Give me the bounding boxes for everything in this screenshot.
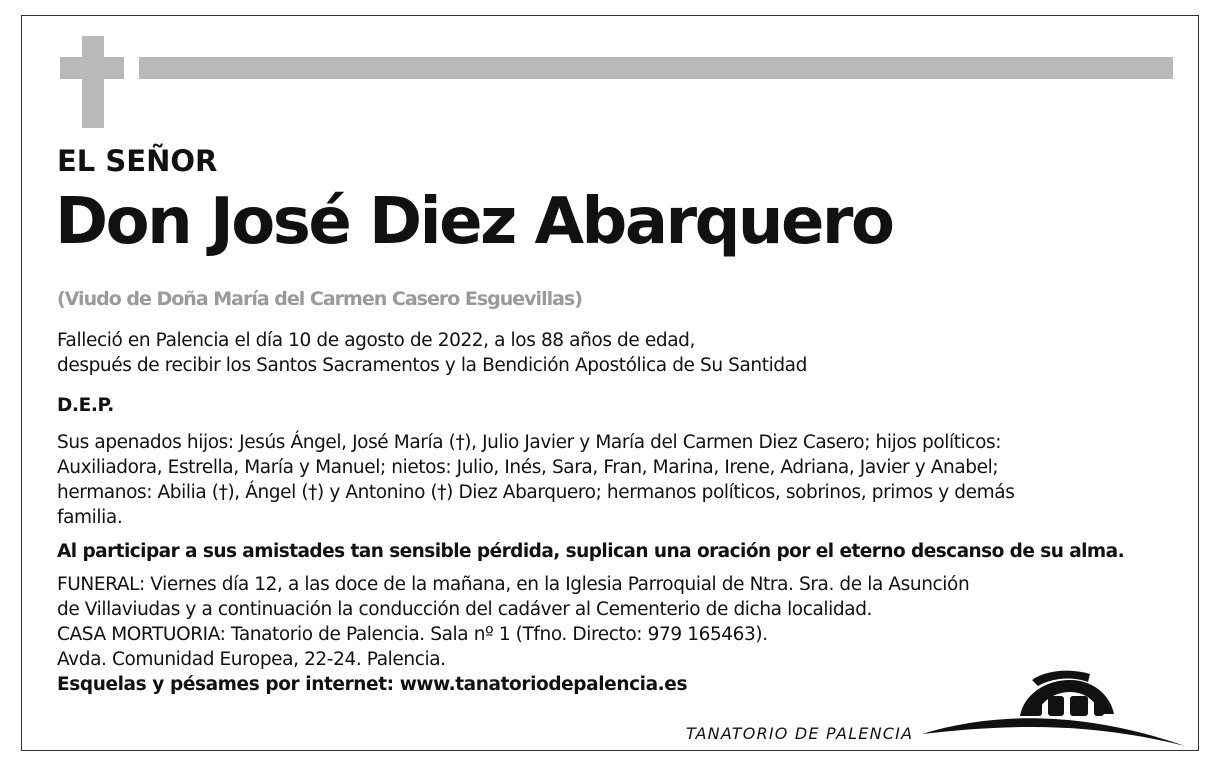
cross-horizontal-bar	[60, 57, 124, 79]
brand-name: TANATORIO DE PALENCIA	[686, 724, 914, 743]
funeral-line: CASA MORTUORIA: Tanatorio de Palencia. Sala nº 1 (Tfno. Directo: 979 165463).	[57, 624, 768, 645]
funeral-line: FUNERAL: Viernes día 12, a las doce de la mañana, en la Iglesia Parroquial de Ntra. Sra. de la Asunción	[57, 574, 970, 595]
internet-link-line[interactable]: Esquelas y pésames por internet: www.tanatoriodepalencia.es	[57, 674, 688, 695]
family-line: Sus apenados hijos: Jesús Ángel, José María (†), Julio Javier y María del Carmen Diez Casero; hijos políticos:	[57, 432, 1002, 453]
tanatorio-logo-icon	[920, 666, 1185, 748]
family-line: familia.	[57, 507, 123, 528]
widow-line: (Viudo de Doña María del Carmen Casero Esguevillas)	[57, 288, 582, 310]
dep-label: D.E.P.	[57, 395, 114, 416]
prayer-request: Al participar a sus amistades tan sensible pérdida, suplican una oración por el eterno descanso de su alma.	[57, 541, 1125, 562]
cross-vertical-bar	[82, 36, 104, 128]
death-line: después de recibir los Santos Sacramentos y la Bendición Apostólica de Su Santidad	[57, 355, 807, 376]
funeral-line: Avda. Comunidad Europea, 22-24. Palencia.	[57, 649, 446, 670]
family-paragraph	[57, 430, 1167, 530]
header-rule	[139, 57, 1173, 79]
honorific: EL SEÑOR	[57, 144, 218, 178]
deceased-name: Don José Diez Abarquero	[55, 185, 893, 259]
death-announcement	[57, 328, 807, 378]
funeral-line: de Villaviudas y a continuación la conducción del cadáver al Cementerio de dicha localidad.	[57, 599, 873, 620]
death-line: Falleció en Palencia el día 10 de agosto de 2022, a los 88 años de edad,	[57, 330, 695, 351]
family-line: Auxiliadora, Estrella, María y Manuel; nietos: Julio, Inés, Sara, Fran, Marina, Irene, Adriana, Javier y Anabel;	[57, 457, 999, 478]
funeral-details	[57, 572, 969, 697]
family-line: hermanos: Abilia (†), Ángel (†) y Antonino (†) Diez Abarquero; hermanos políticos, sobrinos, primos y demás	[57, 482, 1015, 503]
